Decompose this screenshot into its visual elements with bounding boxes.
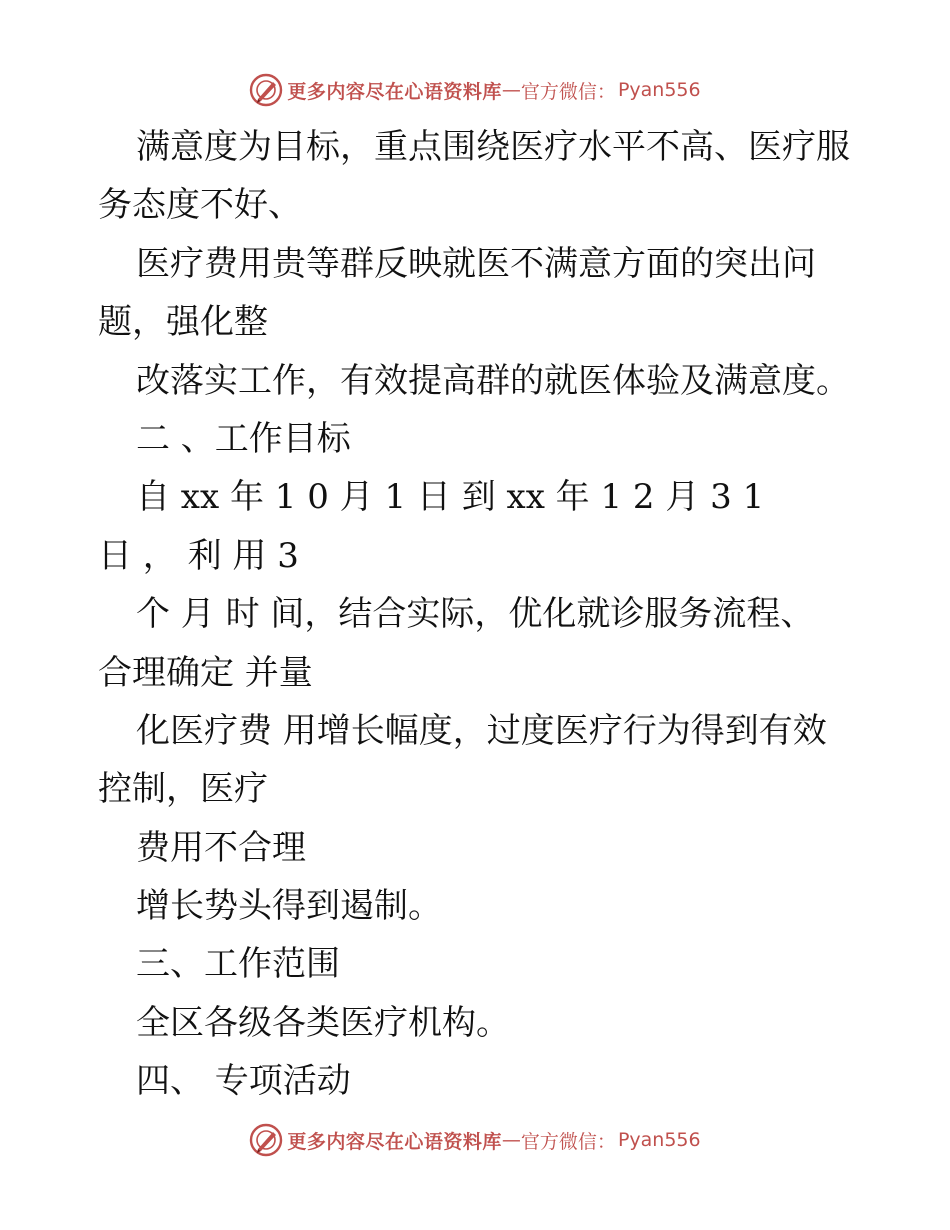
body-line-11: 化医疗费 用增长幅度，过度医疗行为得到有效 — [136, 710, 827, 751]
body-line-9: 个 月 时 间，结合实际，优化就诊服务流程、 — [136, 594, 815, 635]
body-line-8: 日 ， 利 用 3 — [98, 535, 299, 576]
body-line-7: 自 xx 年 1 0 月 1 日 到 xx 年 1 2 月 3 1 — [136, 477, 765, 518]
footer-banner — [0, 1120, 950, 1160]
banner-official-label: 官方微信： — [520, 80, 616, 103]
banner-official-label: 官方微信： — [520, 1130, 616, 1153]
body-line-4: 题，强化整 — [98, 302, 268, 343]
body-line-2: 务态度不好、 — [98, 185, 302, 226]
banner-text: 更多内容尽在心语资料库 — [287, 1130, 502, 1153]
body-line-10: 合理确定 并量 — [98, 652, 313, 693]
body-line-12: 控制，医疗 — [98, 769, 268, 810]
section-heading-2: 二 、工作目标 — [136, 418, 351, 459]
banner-separator: — — [501, 1129, 521, 1151]
body-line-5: 改落实工作，有效提高群的就医体验及满意度。 — [136, 360, 850, 401]
header-banner — [0, 70, 950, 110]
body-line-3: 医疗费用贵等群反映就医不满意方面的突出问 — [136, 243, 816, 284]
section-heading-3: 三、工作范围 — [136, 944, 340, 985]
section-heading-4: 四、 专项活动 — [136, 1061, 351, 1102]
body-line-1: 满意度为目标，重点围绕医疗水平不高、医疗服 — [136, 127, 850, 167]
body-line-13: 费用不合理 — [136, 827, 306, 868]
banner-wechat-id: Pyan556 — [617, 1129, 701, 1151]
banner-wechat-id: Pyan556 — [617, 79, 701, 101]
document-body — [98, 118, 868, 1111]
pen-logo-icon — [249, 1123, 283, 1157]
body-line-14: 增长势头得到遏制。 — [136, 886, 442, 927]
banner-separator: — — [501, 79, 521, 101]
pen-logo-icon — [249, 73, 283, 107]
body-line-16: 全区各级各类医疗机构。 — [136, 1002, 510, 1043]
banner-text: 更多内容尽在心语资料库 — [287, 80, 502, 103]
